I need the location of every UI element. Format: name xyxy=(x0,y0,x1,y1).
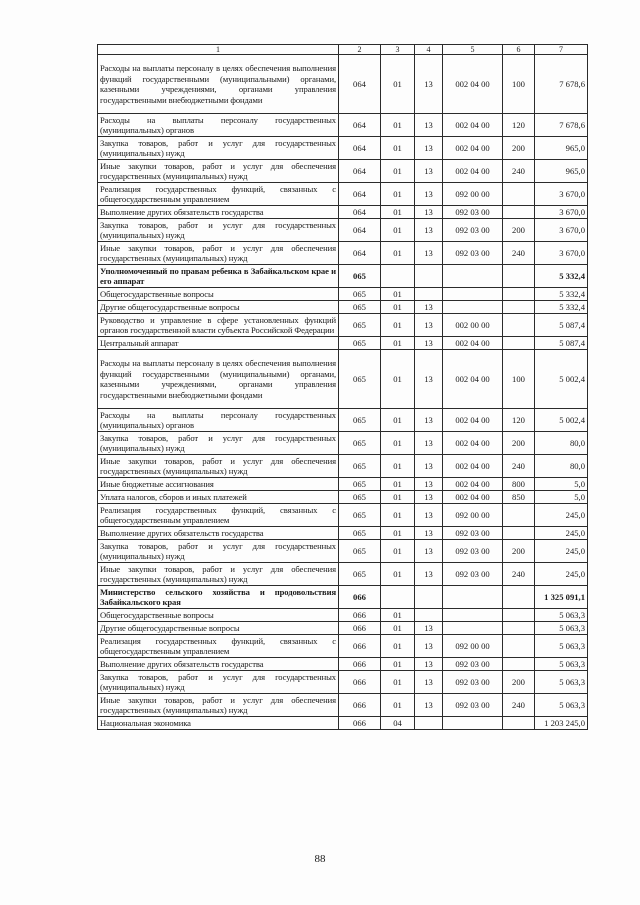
cell-ministry-code: 065 xyxy=(339,455,381,478)
cell-name: Закупка товаров, работ и услуг для государственных (муниципальных) нужд xyxy=(98,432,339,455)
cell-section: 01 xyxy=(381,183,415,206)
cell-amount: 5 063,3 xyxy=(535,622,588,635)
budget-table xyxy=(97,44,588,730)
cell-target-article xyxy=(443,265,503,288)
cell-name: Центральный аппарат xyxy=(98,337,339,350)
cell-section: 01 xyxy=(381,491,415,504)
header-col-4: 4 xyxy=(415,45,443,55)
cell-section: 01 xyxy=(381,409,415,432)
cell-amount: 5 063,3 xyxy=(535,658,588,671)
cell-amount: 245,0 xyxy=(535,540,588,563)
cell-amount: 80,0 xyxy=(535,455,588,478)
table-row xyxy=(98,183,588,206)
cell-subsection: 13 xyxy=(415,160,443,183)
table-row xyxy=(98,478,588,491)
cell-expense-type xyxy=(503,288,535,301)
cell-ministry-code: 064 xyxy=(339,183,381,206)
cell-target-article: 002 04 00 xyxy=(443,432,503,455)
cell-expense-type: 240 xyxy=(503,242,535,265)
cell-ministry-code: 066 xyxy=(339,694,381,717)
cell-subsection: 13 xyxy=(415,635,443,658)
cell-target-article: 002 04 00 xyxy=(443,137,503,160)
cell-expense-type: 240 xyxy=(503,160,535,183)
cell-target-article xyxy=(443,288,503,301)
cell-section: 01 xyxy=(381,527,415,540)
cell-amount: 5,0 xyxy=(535,478,588,491)
cell-ministry-code: 064 xyxy=(339,206,381,219)
cell-subsection: 13 xyxy=(415,242,443,265)
table-row xyxy=(98,586,588,609)
cell-subsection: 13 xyxy=(415,432,443,455)
cell-name: Общегосударственные вопросы xyxy=(98,288,339,301)
table-row xyxy=(98,301,588,314)
cell-target-article: 002 00 00 xyxy=(443,314,503,337)
cell-expense-type xyxy=(503,314,535,337)
cell-section: 01 xyxy=(381,137,415,160)
cell-ministry-code: 065 xyxy=(339,504,381,527)
table-row xyxy=(98,658,588,671)
cell-subsection: 13 xyxy=(415,183,443,206)
cell-amount: 5 063,3 xyxy=(535,609,588,622)
cell-subsection: 13 xyxy=(415,658,443,671)
cell-name: Руководство и управление в сфере установленных функций органов государственной власти субъекта Российской Федерации xyxy=(98,314,339,337)
cell-name: Общегосударственные вопросы xyxy=(98,609,339,622)
cell-name: Национальная экономика xyxy=(98,717,339,730)
table-row xyxy=(98,409,588,432)
table-row xyxy=(98,206,588,219)
cell-expense-type: 200 xyxy=(503,219,535,242)
cell-ministry-code: 065 xyxy=(339,432,381,455)
cell-amount: 245,0 xyxy=(535,527,588,540)
cell-amount: 3 670,0 xyxy=(535,242,588,265)
cell-amount: 5 332,4 xyxy=(535,301,588,314)
cell-name: Другие общегосударственные вопросы xyxy=(98,301,339,314)
cell-target-article: 002 04 00 xyxy=(443,478,503,491)
cell-amount: 965,0 xyxy=(535,160,588,183)
cell-name: Закупка товаров, работ и услуг для государственных (муниципальных) нужд xyxy=(98,219,339,242)
cell-subsection xyxy=(415,265,443,288)
cell-expense-type: 120 xyxy=(503,409,535,432)
header-row xyxy=(98,45,588,55)
cell-expense-type: 240 xyxy=(503,455,535,478)
cell-amount: 1 325 091,1 xyxy=(535,586,588,609)
header-col-3: 3 xyxy=(381,45,415,55)
cell-section: 01 xyxy=(381,455,415,478)
cell-section: 01 xyxy=(381,671,415,694)
cell-name: Другие общегосударственные вопросы xyxy=(98,622,339,635)
cell-section: 01 xyxy=(381,540,415,563)
cell-ministry-code: 065 xyxy=(339,314,381,337)
cell-name: Расходы на выплаты персоналу в целях обеспечения выполнения функций государственными (муниципальными) органами, казенными учреждениями, органами управления государственными внебюджетными фондами xyxy=(98,350,339,409)
table-header xyxy=(98,45,588,55)
cell-ministry-code: 065 xyxy=(339,409,381,432)
cell-amount: 965,0 xyxy=(535,137,588,160)
cell-target-article: 002 04 00 xyxy=(443,160,503,183)
cell-ministry-code: 065 xyxy=(339,491,381,504)
cell-target-article: 002 04 00 xyxy=(443,337,503,350)
cell-expense-type xyxy=(503,206,535,219)
cell-section: 01 xyxy=(381,609,415,622)
table-row xyxy=(98,455,588,478)
cell-subsection: 13 xyxy=(415,478,443,491)
cell-subsection: 13 xyxy=(415,694,443,717)
cell-target-article: 092 03 00 xyxy=(443,527,503,540)
cell-subsection: 13 xyxy=(415,527,443,540)
cell-subsection: 13 xyxy=(415,337,443,350)
cell-name: Иные бюджетные ассигнования xyxy=(98,478,339,491)
cell-amount: 3 670,0 xyxy=(535,219,588,242)
cell-name: Выполнение других обязательств государства xyxy=(98,658,339,671)
table-row xyxy=(98,288,588,301)
cell-target-article: 002 04 00 xyxy=(443,350,503,409)
cell-target-article xyxy=(443,301,503,314)
cell-section: 01 xyxy=(381,160,415,183)
cell-subsection: 13 xyxy=(415,504,443,527)
cell-section: 01 xyxy=(381,432,415,455)
cell-subsection: 13 xyxy=(415,671,443,694)
cell-target-article: 002 04 00 xyxy=(443,409,503,432)
cell-target-article: 092 03 00 xyxy=(443,694,503,717)
cell-section: 01 xyxy=(381,337,415,350)
cell-name: Выполнение других обязательств государства xyxy=(98,527,339,540)
table-row xyxy=(98,527,588,540)
cell-name: Закупка товаров, работ и услуг для государственных (муниципальных) нужд xyxy=(98,540,339,563)
table-row xyxy=(98,350,588,409)
cell-section: 01 xyxy=(381,55,415,114)
cell-subsection: 13 xyxy=(415,55,443,114)
cell-subsection: 13 xyxy=(415,540,443,563)
cell-ministry-code: 065 xyxy=(339,337,381,350)
cell-amount: 5 063,3 xyxy=(535,635,588,658)
table-row xyxy=(98,622,588,635)
cell-ministry-code: 064 xyxy=(339,137,381,160)
cell-ministry-code: 065 xyxy=(339,563,381,586)
cell-target-article xyxy=(443,586,503,609)
cell-expense-type: 200 xyxy=(503,671,535,694)
cell-ministry-code: 065 xyxy=(339,288,381,301)
cell-expense-type: 800 xyxy=(503,478,535,491)
table-row xyxy=(98,219,588,242)
cell-name: Закупка товаров, работ и услуг для государственных (муниципальных) нужд xyxy=(98,671,339,694)
table-row xyxy=(98,491,588,504)
cell-subsection xyxy=(415,609,443,622)
cell-section: 01 xyxy=(381,563,415,586)
table-row xyxy=(98,671,588,694)
cell-section: 01 xyxy=(381,478,415,491)
cell-amount: 5 063,3 xyxy=(535,671,588,694)
cell-subsection xyxy=(415,586,443,609)
table-row xyxy=(98,432,588,455)
cell-target-article: 092 03 00 xyxy=(443,219,503,242)
cell-target-article: 092 03 00 xyxy=(443,242,503,265)
cell-amount: 5 002,4 xyxy=(535,409,588,432)
cell-target-article: 092 00 00 xyxy=(443,504,503,527)
cell-ministry-code: 064 xyxy=(339,242,381,265)
cell-expense-type xyxy=(503,183,535,206)
table-row xyxy=(98,314,588,337)
cell-amount: 7 678,6 xyxy=(535,55,588,114)
table-row xyxy=(98,563,588,586)
cell-expense-type xyxy=(503,609,535,622)
cell-target-article xyxy=(443,622,503,635)
cell-section: 01 xyxy=(381,242,415,265)
table-row xyxy=(98,694,588,717)
cell-ministry-code: 065 xyxy=(339,540,381,563)
cell-subsection: 13 xyxy=(415,114,443,137)
cell-subsection: 13 xyxy=(415,137,443,160)
cell-ministry-code: 064 xyxy=(339,219,381,242)
cell-target-article xyxy=(443,609,503,622)
cell-amount: 5 063,3 xyxy=(535,694,588,717)
cell-name: Реализация государственных функций, связанных с общегосударственным управлением xyxy=(98,635,339,658)
cell-section xyxy=(381,586,415,609)
cell-subsection xyxy=(415,288,443,301)
cell-ministry-code: 065 xyxy=(339,265,381,288)
cell-name: Иные закупки товаров, работ и услуг для обеспечения государственных (муниципальных) нужд xyxy=(98,455,339,478)
cell-amount: 5 332,4 xyxy=(535,288,588,301)
cell-section: 01 xyxy=(381,504,415,527)
cell-expense-type xyxy=(503,622,535,635)
page-number: 88 xyxy=(314,853,326,865)
cell-section: 01 xyxy=(381,658,415,671)
cell-subsection: 13 xyxy=(415,350,443,409)
cell-amount: 5 087,4 xyxy=(535,337,588,350)
cell-ministry-code: 064 xyxy=(339,160,381,183)
cell-ministry-code: 065 xyxy=(339,527,381,540)
cell-name: Реализация государственных функций, связанных с общегосударственным управлением xyxy=(98,504,339,527)
cell-target-article: 002 04 00 xyxy=(443,114,503,137)
cell-ministry-code: 066 xyxy=(339,609,381,622)
cell-section xyxy=(381,265,415,288)
cell-name: Иные закупки товаров, работ и услуг для обеспечения государственных (муниципальных) нужд xyxy=(98,563,339,586)
cell-ministry-code: 065 xyxy=(339,301,381,314)
cell-name: Закупка товаров, работ и услуг для государственных (муниципальных) нужд xyxy=(98,137,339,160)
cell-subsection: 13 xyxy=(415,206,443,219)
cell-target-article: 092 00 00 xyxy=(443,635,503,658)
cell-expense-type: 240 xyxy=(503,694,535,717)
cell-name: Выполнение других обязательств государства xyxy=(98,206,339,219)
cell-section: 01 xyxy=(381,301,415,314)
cell-expense-type: 100 xyxy=(503,350,535,409)
cell-name: Расходы на выплаты персоналу в целях обеспечения выполнения функций государственными (муниципальными) органами, казенными учреждениями, органами управления государственными внебюджетными фондами xyxy=(98,55,339,114)
cell-section: 01 xyxy=(381,219,415,242)
cell-subsection: 13 xyxy=(415,622,443,635)
cell-target-article: 092 03 00 xyxy=(443,563,503,586)
cell-target-article: 002 04 00 xyxy=(443,55,503,114)
cell-ministry-code: 066 xyxy=(339,635,381,658)
cell-expense-type xyxy=(503,337,535,350)
cell-section: 04 xyxy=(381,717,415,730)
cell-section: 01 xyxy=(381,350,415,409)
table-row xyxy=(98,55,588,114)
table-row xyxy=(98,609,588,622)
cell-target-article: 002 04 00 xyxy=(443,455,503,478)
table-row xyxy=(98,337,588,350)
cell-expense-type: 100 xyxy=(503,55,535,114)
cell-expense-type xyxy=(503,586,535,609)
cell-subsection: 13 xyxy=(415,314,443,337)
cell-expense-type: 200 xyxy=(503,137,535,160)
cell-name: Иные закупки товаров, работ и услуг для обеспечения государственных (муниципальных) нужд xyxy=(98,242,339,265)
header-col-5: 5 xyxy=(443,45,503,55)
cell-ministry-code: 065 xyxy=(339,478,381,491)
cell-section: 01 xyxy=(381,622,415,635)
cell-amount: 245,0 xyxy=(535,563,588,586)
cell-expense-type xyxy=(503,635,535,658)
cell-target-article: 092 03 00 xyxy=(443,206,503,219)
cell-amount: 80,0 xyxy=(535,432,588,455)
cell-subsection: 13 xyxy=(415,491,443,504)
cell-target-article xyxy=(443,717,503,730)
cell-ministry-code: 065 xyxy=(339,350,381,409)
cell-amount: 7 678,6 xyxy=(535,114,588,137)
cell-amount: 5 087,4 xyxy=(535,314,588,337)
cell-name: Иные закупки товаров, работ и услуг для обеспечения государственных (муниципальных) нужд xyxy=(98,694,339,717)
cell-target-article: 092 03 00 xyxy=(443,658,503,671)
cell-expense-type xyxy=(503,717,535,730)
cell-target-article: 002 04 00 xyxy=(443,491,503,504)
table-row xyxy=(98,540,588,563)
cell-ministry-code: 066 xyxy=(339,622,381,635)
cell-expense-type xyxy=(503,504,535,527)
cell-amount: 5 332,4 xyxy=(535,265,588,288)
header-col-6: 6 xyxy=(503,45,535,55)
cell-name: Расходы на выплаты персоналу государственных (муниципальных) органов xyxy=(98,409,339,432)
cell-section: 01 xyxy=(381,114,415,137)
cell-section: 01 xyxy=(381,288,415,301)
cell-name: Уплата налогов, сборов и иных платежей xyxy=(98,491,339,504)
cell-amount: 3 670,0 xyxy=(535,206,588,219)
cell-amount: 1 203 245,0 xyxy=(535,717,588,730)
cell-name: Иные закупки товаров, работ и услуг для обеспечения государственных (муниципальных) нужд xyxy=(98,160,339,183)
cell-ministry-code: 066 xyxy=(339,671,381,694)
cell-expense-type xyxy=(503,658,535,671)
table-row xyxy=(98,265,588,288)
cell-name: Реализация государственных функций, связанных с общегосударственным управлением xyxy=(98,183,339,206)
table-row xyxy=(98,504,588,527)
header-col-1: 1 xyxy=(98,45,339,55)
table-row xyxy=(98,717,588,730)
cell-ministry-code: 064 xyxy=(339,114,381,137)
cell-subsection xyxy=(415,717,443,730)
cell-ministry-code: 066 xyxy=(339,586,381,609)
cell-expense-type: 200 xyxy=(503,540,535,563)
cell-amount: 5,0 xyxy=(535,491,588,504)
cell-amount: 3 670,0 xyxy=(535,183,588,206)
table-row xyxy=(98,242,588,265)
cell-ministry-code: 066 xyxy=(339,658,381,671)
cell-expense-type xyxy=(503,301,535,314)
table-row xyxy=(98,160,588,183)
cell-expense-type xyxy=(503,265,535,288)
header-col-7: 7 xyxy=(535,45,588,55)
cell-expense-type xyxy=(503,527,535,540)
cell-subsection: 13 xyxy=(415,563,443,586)
table-row xyxy=(98,635,588,658)
cell-amount: 5 002,4 xyxy=(535,350,588,409)
cell-ministry-code: 066 xyxy=(339,717,381,730)
cell-subsection: 13 xyxy=(415,301,443,314)
table-body xyxy=(98,55,588,730)
cell-target-article: 092 03 00 xyxy=(443,671,503,694)
cell-subsection: 13 xyxy=(415,409,443,432)
cell-name: Расходы на выплаты персоналу государственных (муниципальных) органов xyxy=(98,114,339,137)
cell-section: 01 xyxy=(381,694,415,717)
cell-expense-type: 850 xyxy=(503,491,535,504)
cell-expense-type: 240 xyxy=(503,563,535,586)
table-row xyxy=(98,137,588,160)
cell-target-article: 092 03 00 xyxy=(443,540,503,563)
cell-expense-type: 120 xyxy=(503,114,535,137)
cell-amount: 245,0 xyxy=(535,504,588,527)
header-col-2: 2 xyxy=(339,45,381,55)
cell-expense-type: 200 xyxy=(503,432,535,455)
cell-ministry-code: 064 xyxy=(339,55,381,114)
cell-section: 01 xyxy=(381,635,415,658)
cell-section: 01 xyxy=(381,314,415,337)
cell-name: Министерство сельского хозяйства и продовольствия Забайкальского края xyxy=(98,586,339,609)
table-row xyxy=(98,114,588,137)
cell-name: Уполномоченный по правам ребенка в Забайкальском крае и его аппарат xyxy=(98,265,339,288)
cell-subsection: 13 xyxy=(415,455,443,478)
cell-section: 01 xyxy=(381,206,415,219)
cell-target-article: 092 00 00 xyxy=(443,183,503,206)
cell-subsection: 13 xyxy=(415,219,443,242)
